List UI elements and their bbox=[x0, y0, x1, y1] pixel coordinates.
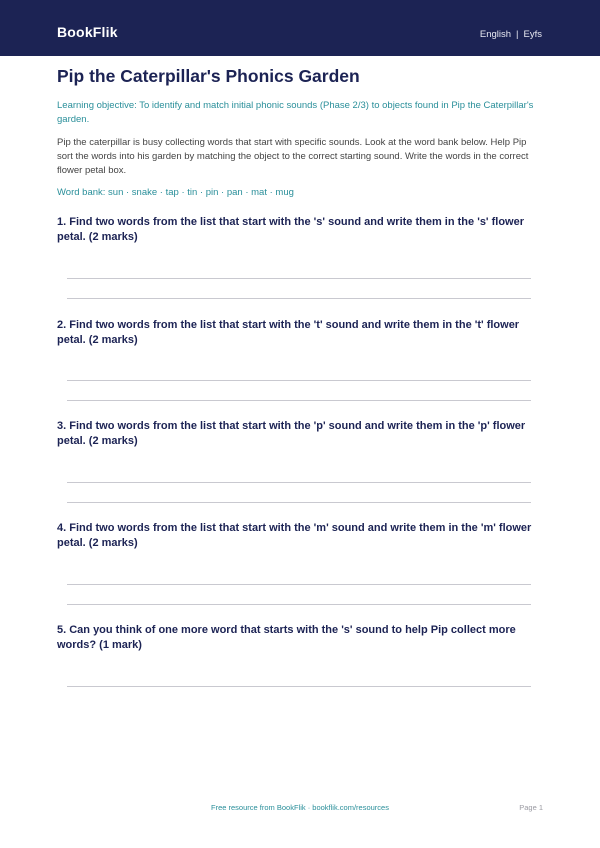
answer-line[interactable] bbox=[67, 278, 531, 279]
question-text: 4. Find two words from the list that start with the 'm' sound and write them in the 'm' flower petal. (2 marks) bbox=[57, 522, 532, 549]
question-3 bbox=[57, 419, 543, 449]
word-bank: Word bank: sun · snake · tap · tin · pin · pan · mat · mug bbox=[57, 187, 294, 198]
question-5 bbox=[57, 623, 543, 653]
answer-line[interactable] bbox=[67, 482, 531, 483]
question-text: 1. Find two words from the list that start with the 's' sound and write them in the 's' flower petal. (2 marks) bbox=[57, 216, 524, 243]
question-1 bbox=[57, 215, 543, 245]
header-bar bbox=[0, 0, 600, 56]
meta-separator: | bbox=[516, 29, 519, 40]
footer-credit[interactable]: Free resource from BookFlik · bookflik.com/resources bbox=[211, 803, 389, 812]
question-4 bbox=[57, 521, 543, 551]
answer-line[interactable] bbox=[67, 686, 531, 687]
answer-line[interactable] bbox=[67, 604, 531, 605]
question-text: 5. Can you think of one more word that starts with the 's' sound to help Pip collect more words? (1 mark) bbox=[57, 624, 516, 651]
page-number: Page 1 bbox=[519, 803, 543, 812]
answer-line[interactable] bbox=[67, 400, 531, 401]
question-text: 2. Find two words from the list that start with the 't' sound and write them in the 't' flower petal. (2 marks) bbox=[57, 319, 520, 346]
answer-line[interactable] bbox=[67, 502, 531, 503]
worksheet-intro bbox=[57, 64, 543, 200]
question-2 bbox=[57, 318, 543, 348]
learning-objective: Learning objective: To identify and match initial phonic sounds (Phase 2/3) to objects found in Pip the Caterpillar's garden. bbox=[57, 100, 534, 125]
instructions: Pip the caterpillar is busy collecting words that start with specific sounds. Look at the word bank below. Help Pip sort the words into his garden by matching the object to the correct starting sound. Write the words in the correct flower petal box. bbox=[57, 137, 529, 176]
subject-label: English bbox=[479, 29, 512, 40]
header-meta bbox=[480, 29, 542, 40]
page-title: Pip the Caterpillar's Phonics Garden bbox=[57, 66, 360, 86]
brand-logo[interactable]: BookFlik bbox=[57, 24, 118, 40]
answer-line[interactable] bbox=[67, 298, 531, 299]
level-label: Eyfs bbox=[523, 29, 542, 40]
answer-line[interactable] bbox=[67, 380, 531, 381]
answer-line[interactable] bbox=[67, 584, 531, 585]
question-text: 3. Find two words from the list that start with the 'p' sound and write them in the 'p' flower petal. (2 marks) bbox=[57, 420, 526, 447]
